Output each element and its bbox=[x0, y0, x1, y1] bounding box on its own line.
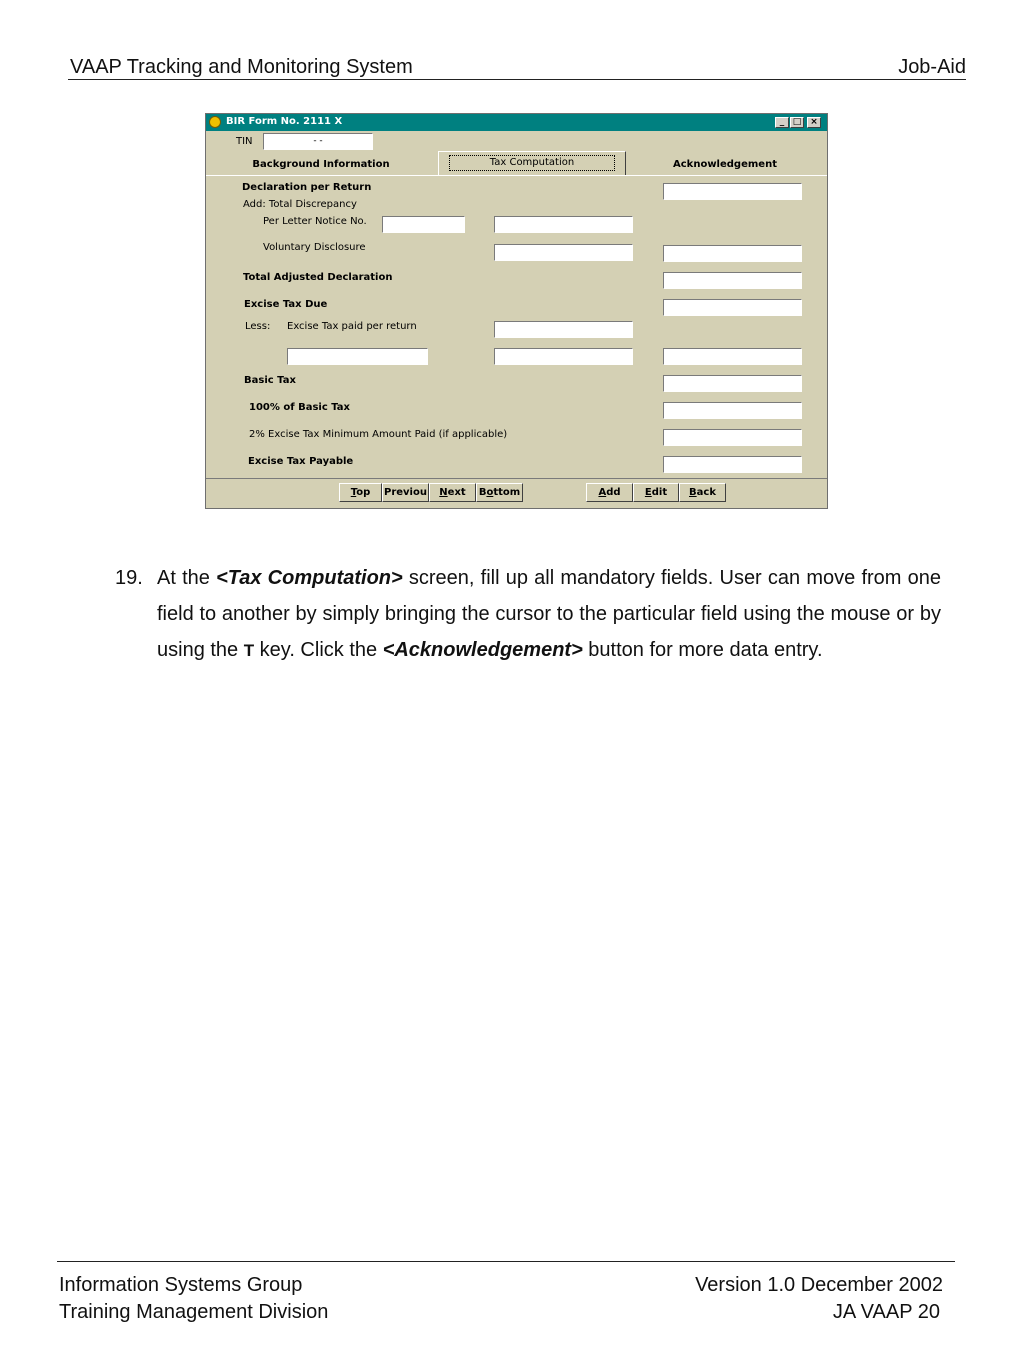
two-pct-excise-minimum-field[interactable] bbox=[663, 429, 802, 446]
label-per-letter-notice: Per Letter Notice No. bbox=[263, 216, 367, 227]
navigation-toolbar bbox=[206, 478, 827, 509]
step-text-2: screen, fill up all mandatory fields. User can move from one field to another by simply bringing the cursor to the particular field using the mouse or by using the bbox=[157, 567, 942, 661]
step-text bbox=[157, 560, 941, 669]
label-excise-tax-due: Excise Tax Due bbox=[244, 299, 328, 310]
tab-key-reference: T bbox=[243, 641, 255, 660]
bottom-button[interactable] bbox=[476, 483, 523, 502]
maximize-icon[interactable]: □ bbox=[790, 117, 804, 128]
label-excise-tax-paid: Excise Tax paid per return bbox=[287, 321, 417, 332]
tab-background-information[interactable]: Background Information bbox=[252, 159, 390, 170]
label-declaration-per-return: Declaration per Return bbox=[242, 182, 372, 193]
step-number: 19. bbox=[115, 567, 143, 589]
tab-strip bbox=[206, 154, 827, 176]
tab-acknowledgement[interactable]: Acknowledgement bbox=[673, 159, 777, 170]
tax-computation-reference: <Tax Computation> bbox=[216, 567, 403, 589]
tin-label: TIN bbox=[236, 136, 253, 147]
net-excise-tax-field[interactable] bbox=[663, 348, 802, 365]
window-title-bar bbox=[206, 114, 827, 131]
page-footer bbox=[57, 1261, 955, 1322]
tin-input[interactable]: - - bbox=[263, 133, 373, 150]
step-text-4: button for more data entry. bbox=[582, 639, 823, 661]
label-add-total-discrepancy: Add: Total Discrepancy bbox=[243, 199, 357, 210]
tab-divider bbox=[206, 175, 827, 176]
document-type: Job-Aid bbox=[898, 56, 966, 78]
edit-button-key: E bbox=[644, 487, 652, 498]
letter-notice-amount-field[interactable] bbox=[494, 216, 633, 233]
top-button-key: T bbox=[350, 487, 357, 498]
excise-tax-due-field[interactable] bbox=[663, 299, 802, 316]
total-discrepancy-field[interactable] bbox=[663, 245, 802, 262]
label-voluntary-disclosure: Voluntary Disclosure bbox=[263, 242, 366, 253]
previous-button[interactable] bbox=[382, 483, 429, 502]
basic-tax-field[interactable] bbox=[663, 375, 802, 392]
label-basic-tax: Basic Tax bbox=[244, 375, 296, 386]
document-title: VAAP Tracking and Monitoring System bbox=[70, 56, 413, 78]
page-header bbox=[68, 55, 966, 80]
label-less: Less: bbox=[245, 321, 271, 332]
other-credit-amount-field[interactable] bbox=[494, 348, 633, 365]
label-2-pct-excise-minimum: 2% Excise Tax Minimum Amount Paid (if applicable) bbox=[249, 429, 508, 440]
top-button-label: op bbox=[356, 487, 371, 498]
letter-notice-no-field[interactable] bbox=[382, 216, 465, 233]
label-100-pct-basic-tax: 100% of Basic Tax bbox=[249, 402, 350, 413]
step-text-3: key. Click the bbox=[254, 639, 383, 661]
voluntary-disclosure-field[interactable] bbox=[494, 244, 633, 261]
edit-button[interactable] bbox=[633, 483, 679, 502]
bottom-button-first: B bbox=[478, 487, 487, 498]
footer-version: Version 1.0 December 2002 bbox=[695, 1274, 943, 1296]
bir-form-window bbox=[205, 113, 828, 509]
footer-group: Information Systems Group bbox=[59, 1274, 303, 1296]
add-button-key: A bbox=[598, 487, 607, 498]
acknowledgement-reference: <Acknowledgement> bbox=[382, 639, 583, 661]
window-title: BIR Form No. 2111 X bbox=[226, 116, 343, 127]
bottom-button-key: o bbox=[486, 487, 494, 498]
hundred-pct-basic-tax-field[interactable] bbox=[663, 402, 802, 419]
total-adjusted-declaration-field[interactable] bbox=[663, 272, 802, 289]
close-icon[interactable]: × bbox=[807, 117, 821, 128]
excise-tax-paid-field[interactable] bbox=[494, 321, 633, 338]
other-credit-description-field[interactable] bbox=[287, 348, 428, 365]
footer-page-number: JA VAAP 20 bbox=[832, 1301, 940, 1323]
bottom-button-label: ttom bbox=[493, 487, 521, 498]
add-button[interactable] bbox=[586, 483, 633, 502]
footer-division: Training Management Division bbox=[59, 1301, 329, 1323]
minimize-icon[interactable]: _ bbox=[775, 117, 789, 128]
top-button[interactable] bbox=[339, 483, 382, 502]
edit-button-label: dit bbox=[651, 487, 668, 498]
back-button[interactable] bbox=[679, 483, 726, 502]
tab-tax-computation-label: Tax Computation bbox=[449, 155, 615, 171]
back-button-label: ack bbox=[696, 487, 716, 498]
previous-button-label: Previou bbox=[384, 487, 427, 498]
step-text-1: At the bbox=[157, 567, 217, 589]
label-total-adjusted-declaration: Total Adjusted Declaration bbox=[243, 272, 393, 283]
declaration-per-return-field[interactable] bbox=[663, 183, 802, 200]
app-icon bbox=[209, 116, 221, 128]
excise-tax-payable-field[interactable] bbox=[663, 456, 802, 473]
next-button[interactable] bbox=[429, 483, 476, 502]
back-button-key: B bbox=[689, 487, 697, 498]
label-excise-tax-payable: Excise Tax Payable bbox=[248, 456, 354, 467]
next-button-key: N bbox=[439, 487, 448, 498]
next-button-label: ext bbox=[447, 487, 466, 498]
add-button-label: dd bbox=[606, 487, 621, 498]
tab-tax-computation[interactable] bbox=[438, 151, 626, 176]
